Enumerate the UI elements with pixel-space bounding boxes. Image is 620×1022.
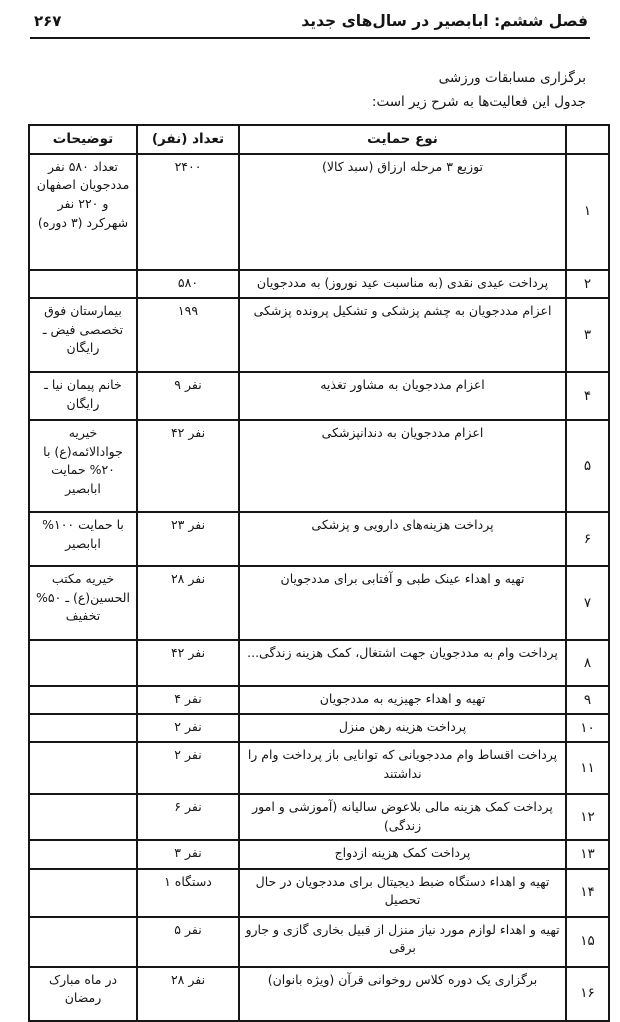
notes-cell [29, 917, 137, 967]
count-cell: ۱ دستگاه [137, 869, 239, 917]
support-type-cell: برگزاری یک دوره کلاس روخوانی قرآن (ویژه بانوان) [239, 967, 566, 1021]
table-row [29, 154, 609, 270]
table-header-row [29, 125, 609, 153]
notes-cell: تعداد ۵۸۰ نفر مددجویان اصفهان و ۲۲۰ نفر شهرکرد (۳ دوره) [29, 154, 137, 270]
notes-cell: با حمایت ۱۰۰% ابابصیر [29, 512, 137, 566]
count-cell: ۵۸۰ [137, 270, 239, 298]
row-number-cell: ۱ [566, 154, 609, 270]
table-row [29, 270, 609, 298]
notes-cell [29, 686, 137, 714]
column-header-support-type: نوع حمایت [239, 125, 566, 153]
notes-cell [29, 840, 137, 868]
count-cell: ۳ نفر [137, 840, 239, 868]
notes-cell: خانم پیمان نیا ـ رایگان [29, 372, 137, 420]
count-cell: ۴۲ نفر [137, 420, 239, 512]
notes-cell [29, 742, 137, 794]
activities-table [28, 124, 610, 1021]
table-row [29, 917, 609, 967]
support-type-cell: پرداخت اقساط وام مددجویانی که توانایی باز پرداخت وام را نداشتند [239, 742, 566, 794]
row-number-cell: ۱۰ [566, 714, 609, 742]
intro-text [30, 67, 586, 114]
count-cell: ۴ نفر [137, 686, 239, 714]
count-cell: ۲۴۰۰ [137, 154, 239, 270]
support-type-cell: تهیه و اهداء جهیزیه به مددجویان [239, 686, 566, 714]
row-number-cell: ۸ [566, 640, 609, 686]
notes-cell [29, 640, 137, 686]
intro-line-2: جدول این فعالیت‌ها به شرح زیر است: [371, 93, 586, 110]
table-row [29, 686, 609, 714]
count-cell: ۲۸ نفر [137, 566, 239, 640]
table-row [29, 566, 609, 640]
support-type-cell: پرداخت هزینه رهن منزل [239, 714, 566, 742]
table-row [29, 967, 609, 1021]
support-type-cell: تهیه و اهداء لوازم مورد نیاز منزل از قبیل بخاری گازی و جارو برقی [239, 917, 566, 967]
count-cell: ۲ نفر [137, 714, 239, 742]
row-number-cell: ۳ [566, 298, 609, 372]
table-row [29, 794, 609, 840]
support-type-cell: پرداخت وام به مددجویان جهت اشتغال، کمک هزینه زندگی... [239, 640, 566, 686]
row-number-cell: ۴ [566, 372, 609, 420]
support-type-cell: اعزام مددجویان به دندانپزشکی [239, 420, 566, 512]
row-number-cell: ۱۴ [566, 869, 609, 917]
notes-cell: خیریه مکتب الحسین(ع) ـ ۵۰% تخفیف [29, 566, 137, 640]
column-header-count: تعداد (نفر) [137, 125, 239, 153]
count-cell: ۲۸ نفر [137, 967, 239, 1021]
count-cell: ۴۲ نفر [137, 640, 239, 686]
page-header [30, 10, 590, 39]
support-type-cell: پرداخت عیدی نقدی (به مناسبت عید نوروز) به مددجویان [239, 270, 566, 298]
row-number-cell: ۱۶ [566, 967, 609, 1021]
support-type-cell: اعزام مددجویان به مشاور تغذیه [239, 372, 566, 420]
row-number-cell: ۲ [566, 270, 609, 298]
count-cell: ۲۳ نفر [137, 512, 239, 566]
support-type-cell: تهیه و اهداء عینک طبی و آفتابی برای مددجویان [239, 566, 566, 640]
row-number-cell: ۱۳ [566, 840, 609, 868]
notes-cell: بیمارستان فوق تخصصی فیض ـ رایگان [29, 298, 137, 372]
support-type-cell: تهیه و اهداء دستگاه ضبط دیجیتال برای مددجویان در حال تحصیل [239, 869, 566, 917]
table-row [29, 298, 609, 372]
support-type-cell: پرداخت کمک هزینه ازدواج [239, 840, 566, 868]
row-number-cell: ۵ [566, 420, 609, 512]
row-number-cell: ۱۲ [566, 794, 609, 840]
row-number-cell: ۹ [566, 686, 609, 714]
count-cell: ۲ نفر [137, 742, 239, 794]
support-type-cell: توزیع ۳ مرحله ارزاق (سبد کالا) [239, 154, 566, 270]
support-type-cell: اعزام مددجویان به چشم پزشکی و تشکیل پرونده پزشکی [239, 298, 566, 372]
row-number-cell: ۷ [566, 566, 609, 640]
count-cell: ۱۹۹ [137, 298, 239, 372]
count-cell: ۹ نفر [137, 372, 239, 420]
page-number: ۲۶۷ [34, 12, 62, 30]
table-row [29, 869, 609, 917]
notes-cell: خیریه جوادالائمه(ع) با ۲۰% حمایت ابابصیر [29, 420, 137, 512]
notes-cell: در ماه مبارک رمضان [29, 967, 137, 1021]
row-number-cell: ۶ [566, 512, 609, 566]
count-cell: ۵ نفر [137, 917, 239, 967]
notes-cell [29, 270, 137, 298]
notes-cell [29, 794, 137, 840]
table-row [29, 714, 609, 742]
chapter-title: فصل ششم: ابابصیر در سال‌های جدید [301, 12, 588, 30]
table-row [29, 742, 609, 794]
column-header-row-number [566, 125, 609, 153]
column-header-notes: توضیحات [29, 125, 137, 153]
support-type-cell: پرداخت هزینه‌های دارویی و پزشکی [239, 512, 566, 566]
support-type-cell: پرداخت کمک هزینه مالی بلاعوض سالیانه (آموزشی و امور زندگی) [239, 794, 566, 840]
table-row [29, 372, 609, 420]
row-number-cell: ۱۱ [566, 742, 609, 794]
table-row [29, 420, 609, 512]
table-row [29, 840, 609, 868]
table-row [29, 512, 609, 566]
notes-cell [29, 869, 137, 917]
intro-line-1: برگزاری مسابقات ورزشی [438, 70, 586, 86]
table-row [29, 640, 609, 686]
count-cell: ۶ نفر [137, 794, 239, 840]
notes-cell [29, 714, 137, 742]
row-number-cell: ۱۵ [566, 917, 609, 967]
